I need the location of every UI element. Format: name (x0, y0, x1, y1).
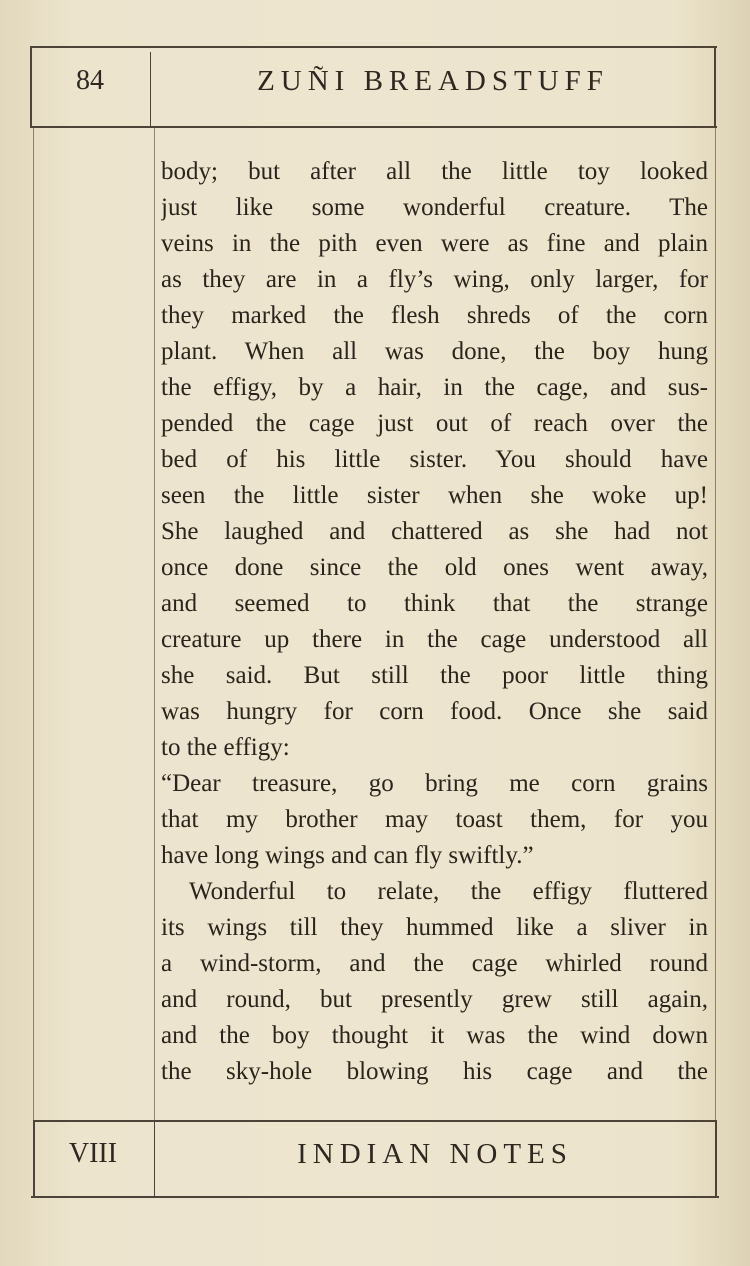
margin-left-rule (33, 128, 34, 1120)
text-line: she said. But still the poor little thing (161, 662, 708, 689)
text-column-left-rule (154, 128, 155, 1120)
text-line: plant. When all was done, the boy hung (161, 338, 708, 365)
text-column-right-rule (715, 128, 716, 1120)
text-line: was hungry for corn food. Once she said (161, 698, 708, 725)
text-line: the effigy, by a hair, in the cage, and sus- (161, 374, 708, 401)
footer-top-rule (33, 1120, 717, 1122)
text-line: veins in the pith even were as fine and plain (161, 230, 708, 257)
header-bottom-rule (30, 126, 717, 128)
text-line: and seemed to think that the strange (161, 590, 708, 617)
text-line: bed of his little sister. You should have (161, 446, 708, 473)
text-line: to the effigy: (161, 734, 290, 761)
footer-bottom-rule (31, 1196, 719, 1198)
text-line: as they are in a fly’s wing, only larger, for (161, 266, 708, 293)
volume-number: VIII (68, 1138, 118, 1169)
text-line: creature up there in the cage understood all (161, 626, 708, 653)
text-line: just like some wonderful creature. The (161, 194, 708, 221)
text-line: body; but after all the little toy looked (161, 158, 708, 185)
text-line: and the boy thought it was the wind down (161, 1022, 708, 1049)
text-line: its wings till they hummed like a sliver in (161, 914, 708, 941)
text-line: that my brother may toast them, for you (161, 806, 708, 833)
header-divider-rule (150, 52, 151, 128)
text-line: “Dear treasure, go bring me corn grains (161, 770, 708, 797)
text-line: pended the cage just out of reach over the (161, 410, 708, 437)
series-title: INDIAN NOTES (297, 1138, 573, 1170)
text-line: have long wings and can fly swiftly.” (161, 842, 534, 869)
text-line: the sky-hole blowing his cage and the (161, 1058, 708, 1085)
header-right-rule (714, 46, 716, 128)
text-line: they marked the flesh shreds of the corn (161, 302, 708, 329)
text-line: a wind-storm, and the cage whirled round (161, 950, 708, 977)
running-title: ZUÑI BREADSTUFF (257, 65, 609, 97)
text-line: Wonderful to relate, the effigy fluttered (189, 878, 708, 905)
header-top-rule (30, 46, 717, 48)
text-line: She laughed and chattered as she had not (161, 518, 708, 545)
text-line: once done since the old ones went away, (161, 554, 708, 581)
text-line: and round, but presently grew still again, (161, 986, 708, 1013)
text-line: seen the little sister when she woke up! (161, 482, 708, 509)
page-number: 84 (76, 65, 104, 96)
footer-right-rule (715, 1120, 717, 1198)
body-text (161, 154, 708, 1090)
